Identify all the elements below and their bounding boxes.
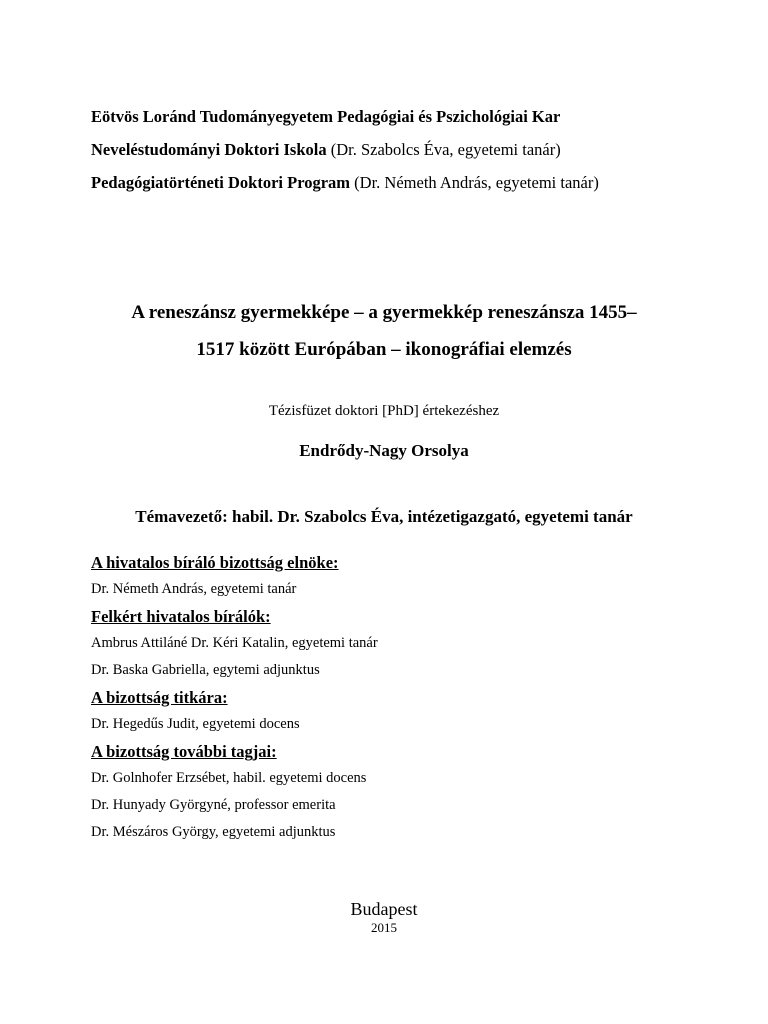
doctoral-school-line bbox=[91, 141, 731, 159]
document-type: Tézisfüzet doktori [PhD] értekezéshez bbox=[268, 403, 500, 419]
doctoral-school-head: (Dr. Szabolcs Éva, egyetemi tanár) bbox=[326, 140, 561, 159]
reviewer-item: Dr. Baska Gabriella, egytemi adjunktus bbox=[91, 662, 320, 678]
committee-secretary: Dr. Hegedűs Judit, egyetemi docens bbox=[91, 716, 300, 732]
institution-header bbox=[91, 108, 731, 207]
supervisor-line: Témavezető: habil. Dr. Szabolcs Éva, intézetigazgató, egyetemi tanár bbox=[135, 507, 633, 526]
year: 2015 bbox=[371, 920, 397, 935]
university-name: Eötvös Loránd Tudományegyetem Pedagógiai és Pszichológiai Kar bbox=[91, 107, 561, 126]
thesis-title-line-2: 1517 között Európában – ikonográfiai elemzés bbox=[196, 339, 572, 360]
doctoral-program-head: (Dr. Németh András, egyetemi tanár) bbox=[350, 173, 599, 192]
member-item: Dr. Hunyady Györgyné, professor emerita bbox=[91, 797, 336, 813]
committee-section bbox=[91, 553, 731, 850]
members-heading: A bizottság további tagjai: bbox=[91, 742, 277, 761]
member-item: Dr. Golnhofer Erzsébet, habil. egyetemi docens bbox=[91, 770, 367, 786]
reviewers-heading: Felkért hivatalos bírálók: bbox=[91, 607, 271, 626]
doctoral-program-line bbox=[91, 174, 731, 192]
author-name: Endrődy-Nagy Orsolya bbox=[299, 441, 469, 460]
thesis-title bbox=[0, 302, 768, 376]
university-line bbox=[91, 108, 731, 126]
place: Budapest bbox=[350, 899, 418, 919]
member-item: Dr. Mészáros György, egyetemi adjunktus bbox=[91, 824, 336, 840]
doctoral-program-name: Pedagógiatörténeti Doktori Program bbox=[91, 173, 351, 192]
doctoral-school-name: Neveléstudományi Doktori Iskola bbox=[91, 140, 327, 159]
committee-chair: Dr. Németh András, egyetemi tanár bbox=[91, 581, 297, 597]
thesis-title-line-1: A reneszánsz gyermekképe – a gyermekkép reneszánsza 1455– bbox=[131, 302, 637, 323]
reviewer-item: Ambrus Attiláné Dr. Kéri Katalin, egyetemi tanár bbox=[91, 635, 378, 651]
committee-chair-heading: A hivatalos bíráló bizottság elnöke: bbox=[91, 553, 339, 572]
secretary-heading: A bizottság titkára: bbox=[91, 688, 228, 707]
